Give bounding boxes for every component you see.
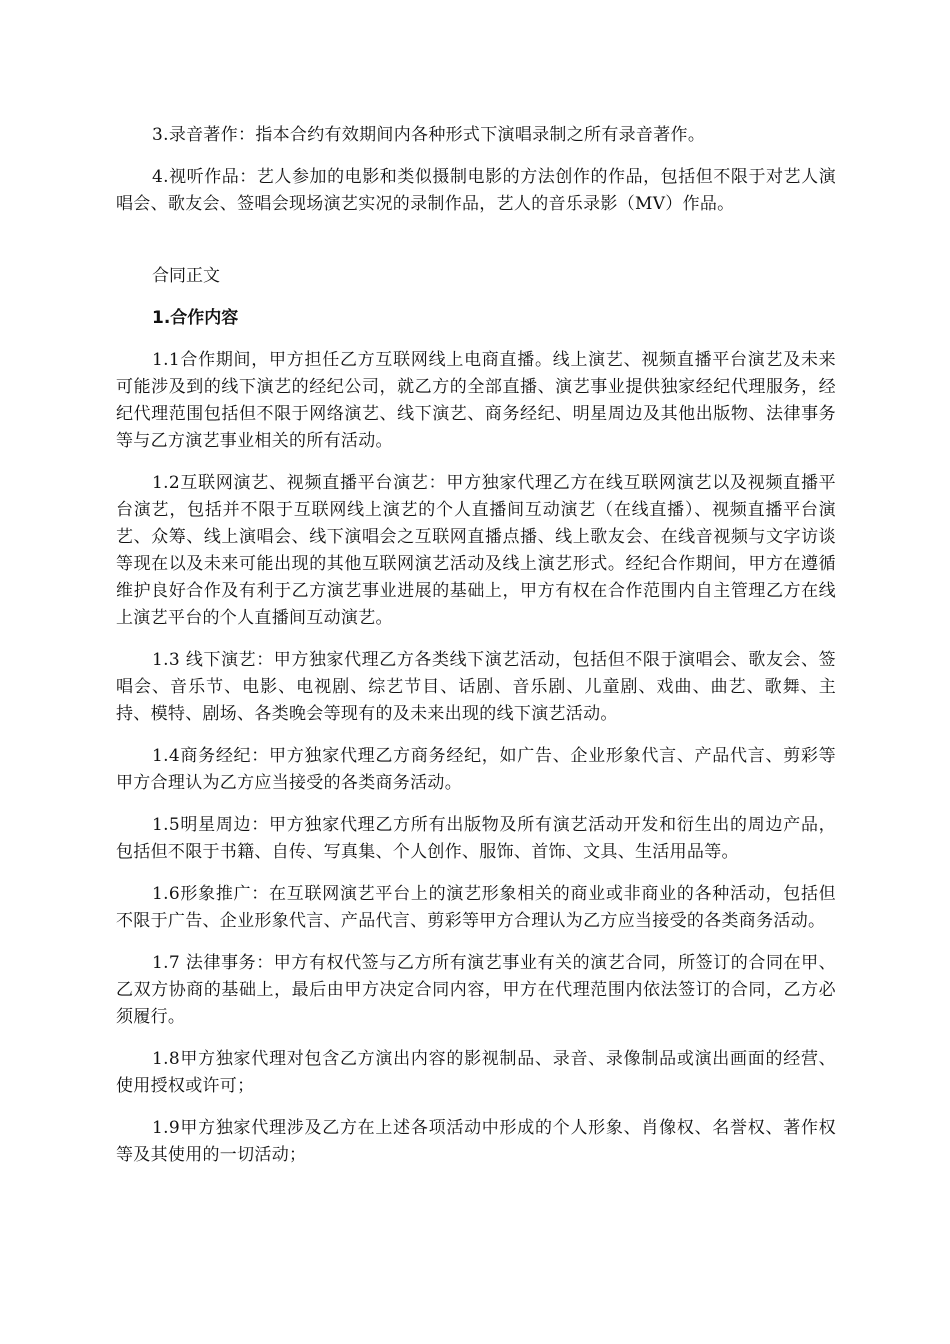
- clause-1-8: 1.8甲方独家代理对包含乙方演出内容的影视制品、录音、录像制品或演出画面的经营、使用授权或许可；: [116, 1049, 836, 1096]
- clause-1-5: 1.5明星周边：甲方独家代理乙方所有出版物及所有演艺活动开发和衍生出的周边产品，包括但不限于书籍、自传、写真集、个人创作、服饰、首饰、文具、生活用品等。: [116, 815, 836, 862]
- section-title: 合同正文: [152, 266, 220, 286]
- subsection-title: 1.合作内容: [152, 308, 239, 328]
- clause-1-1: 1.1合作期间，甲方担任乙方互联网线上电商直播。线上演艺、视频直播平台演艺及未来可能涉及到的线下演艺的经纪公司，就乙方的全部直播、演艺事业提供独家经纪代理服务，经纪代理范围包括但不限于网络演艺、线下演艺、商务经纪、明星周边及其他出版物、法律事务等与乙方演艺事业相关的所有活动。: [116, 350, 836, 451]
- clause-1-9: 1.9甲方独家代理涉及乙方在上述各项活动中形成的个人形象、肖像权、名誉权、著作权等及其使用的一切活动；: [116, 1118, 836, 1165]
- clause-1-4: 1.4商务经纪：甲方独家代理乙方商务经纪，如广告、企业形象代言、产品代言、剪彩等甲方合理认为乙方应当接受的各类商务活动。: [116, 746, 836, 793]
- clause-1-7: 1.7 法律事务：甲方有权代签与乙方所有演艺事业有关的演艺合同，所签订的合同在甲、乙双方协商的基础上，最后由甲方决定合同内容，甲方在代理范围内依法签订的合同，乙方必须履行。: [116, 953, 836, 1027]
- definition-audiovisual-works: 4.视听作品：艺人参加的电影和类似摄制电影的方法创作的作品，包括但不限于对艺人演唱会、歌友会、签唱会现场演艺实况的录制作品，艺人的音乐录影（MV）作品。: [116, 167, 836, 214]
- clause-1-6: 1.6形象推广：在互联网演艺平台上的演艺形象相关的商业或非商业的各种活动，包括但不限于广告、企业形象代言、产品代言、剪彩等甲方合理认为乙方应当接受的各类商务活动。: [116, 884, 836, 931]
- clause-1-2: 1.2互联网演艺、视频直播平台演艺：甲方独家代理乙方在线互联网演艺以及视频直播平台演艺，包括并不限于互联网线上演艺的个人直播间互动演艺（在线直播）、视频直播平台演艺、众筹、线上演唱会、线下演唱会之互联网直播点播、线上歌友会、在线音视频与文字访谈等现在以及未来可能出现的其他互联网演艺活动及线上演艺形式。经纪合作期间，甲方在遵循维护良好合作及有利于乙方演艺事业进展的基础上，甲方有权在合作范围内自主管理乙方在线上演艺平台的个人直播间互动演艺。: [116, 473, 836, 628]
- definition-recording-works: 3.录音著作：指本合约有效期间内各种形式下演唱录制之所有录音著作。: [152, 125, 706, 145]
- document-body: [116, 122, 836, 1184]
- clause-1-3: 1.3 线下演艺：甲方独家代理乙方各类线下演艺活动，包括但不限于演唱会、歌友会、签唱会、音乐节、电影、电视剧、综艺节目、话剧、音乐剧、儿童剧、戏曲、曲艺、歌舞、主持、模特、剧场、各类晚会等现有的及未来出现的线下演艺活动。: [116, 650, 836, 724]
